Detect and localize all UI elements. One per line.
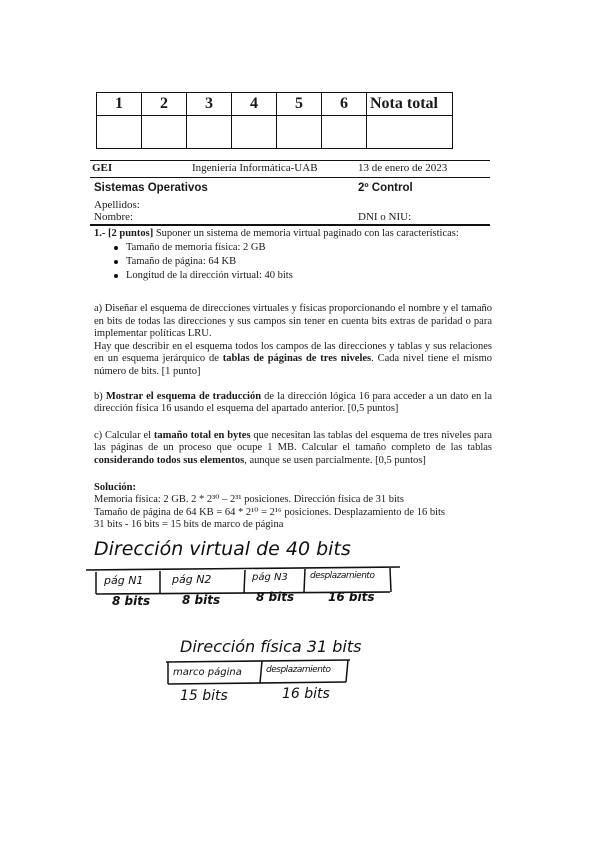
grade-col-6: 6 bbox=[322, 93, 367, 116]
virtual-top-line bbox=[86, 567, 400, 570]
list-item: Longitud de la dirección virtual: 40 bits bbox=[112, 269, 492, 283]
physical-top-line bbox=[166, 660, 350, 662]
grade-cell-total bbox=[367, 116, 453, 149]
list-item: Tamaño de página: 64 KB bbox=[112, 255, 492, 269]
header-date: 13 de enero de 2023 bbox=[358, 162, 448, 174]
virtual-size-1: 8 bits bbox=[112, 594, 151, 608]
part-b-paragraph bbox=[94, 391, 492, 416]
grade-table-score-row bbox=[97, 116, 453, 149]
physical-field-2: desplazamiento bbox=[266, 665, 331, 675]
list-item: Tamaño de memoria física: 2 GB bbox=[112, 241, 492, 255]
question-block bbox=[94, 227, 492, 532]
part-a-req-bold: tablas de páginas de tres niveles bbox=[222, 353, 372, 365]
virtual-divider-3 bbox=[304, 569, 305, 592]
physical-right-edge bbox=[346, 660, 348, 682]
grade-cell-5 bbox=[277, 116, 322, 149]
name-label: Nombre: bbox=[94, 211, 134, 223]
header-rule-2 bbox=[90, 177, 490, 178]
part-c-prefix: c) Calcular el bbox=[94, 429, 154, 441]
virtual-field-2: pág N2 bbox=[172, 573, 212, 586]
physical-size-1: 15 bits bbox=[180, 688, 228, 704]
header-bottom-rule bbox=[90, 224, 490, 226]
part-a-req-text: Hay que describir en el esquema todos los campos de las direcciones y tablas y sus relaciones en un esquema jerárquico de bbox=[94, 340, 492, 365]
exam-title: 2º Control bbox=[358, 182, 413, 194]
solution-title: Solución: bbox=[94, 481, 137, 493]
physical-field-1: marco página bbox=[173, 667, 242, 678]
physical-size-2: 16 bits bbox=[282, 686, 330, 702]
grade-col-4: 4 bbox=[232, 93, 277, 116]
physical-bottom-line bbox=[168, 682, 346, 684]
question-intro: Suponer un sistema de memoria virtual paginado con las características: bbox=[153, 228, 459, 239]
part-b-prefix: b) bbox=[94, 390, 106, 402]
grade-col-2: 2 bbox=[142, 93, 187, 116]
part-c-bold-1: tamaño total en bytes bbox=[153, 429, 251, 441]
part-a-paragraph: a) Diseñar el esquema de direcciones virtuales y físicas proporcionando el nombre y el tamaño en bits de todas las direcciones y sus campos sin tener en cuenta bits extras de paridad o para implementar políticas LRU. bbox=[94, 303, 492, 340]
grade-cell-4 bbox=[232, 116, 277, 149]
grade-table bbox=[96, 92, 453, 149]
part-b-bold: Mostrar el esquema de traducción bbox=[105, 390, 262, 402]
header-top-rule bbox=[90, 160, 490, 161]
header-school: GEI bbox=[92, 162, 113, 174]
characteristics-list bbox=[112, 241, 492, 283]
part-c-mid: que necesitan las tablas del esquema de tres niveles para las páginas de un proceso que ocupe 1 MB. Calcular el tamaño completo de las tablas bbox=[94, 429, 492, 454]
solution-line-1: Memoria física: 2 GB. 2 * 2³⁰ – 2³¹ posiciones. Dirección física de 31 bits bbox=[94, 494, 404, 506]
part-c-bold-2: considerando todos sus elementos bbox=[94, 454, 245, 466]
part-a-requirements bbox=[94, 341, 492, 379]
virtual-field-3: pág N3 bbox=[252, 572, 288, 583]
header-university: Ingeniería Informática-UAB bbox=[192, 162, 318, 174]
virtual-address-title: Dirección virtual de 40 bits bbox=[94, 538, 351, 560]
grade-col-total: Nota total bbox=[367, 93, 453, 116]
virtual-size-3: 8 bits bbox=[256, 590, 295, 604]
part-a-req-end: . Cada nivel tiene el mismo número de bits. [1 punto] bbox=[94, 353, 492, 377]
virtual-size-2: 8 bits bbox=[182, 593, 221, 607]
grade-cell-6 bbox=[322, 116, 367, 149]
solution-line-2: Tamaño de página de 64 KB = 64 * 2¹⁰ = 2¹⁶ posiciones. Desplazamiento de 16 bits bbox=[94, 506, 445, 518]
grade-cell-2 bbox=[142, 116, 187, 149]
physical-address-title: Dirección física 31 bits bbox=[180, 637, 362, 656]
part-c-paragraph bbox=[94, 430, 492, 468]
surname-label: Apellidos: bbox=[94, 199, 140, 211]
grade-cell-1 bbox=[97, 116, 142, 149]
part-b-text: de la dirección lógica 16 para acceder a un dato en la dirección física 16 usando el esquema del apartado anterior. [0,5 puntos] bbox=[94, 390, 492, 415]
virtual-divider-2 bbox=[244, 570, 245, 593]
virtual-field-4: desplazamiento bbox=[310, 571, 375, 581]
virtual-size-4: 16 bits bbox=[328, 590, 375, 604]
virtual-field-1: pág N1 bbox=[104, 574, 144, 587]
grade-table-header-row bbox=[97, 93, 453, 116]
virtual-right-edge bbox=[390, 568, 391, 592]
grade-cell-3 bbox=[187, 116, 232, 149]
grade-col-3: 3 bbox=[187, 93, 232, 116]
physical-divider bbox=[260, 661, 262, 683]
part-c-end: , aunque se usen parcialmente. [0,5 puntos] bbox=[244, 454, 426, 466]
question-number: 1.- [2 puntos] bbox=[94, 228, 154, 239]
course-title: Sistemas Operativos bbox=[94, 182, 208, 194]
grade-col-1: 1 bbox=[97, 93, 142, 116]
solution-line-3: 31 bits - 16 bits = 15 bits de marco de página bbox=[94, 519, 284, 531]
id-label: DNI o NIU: bbox=[358, 211, 412, 223]
grade-col-5: 5 bbox=[277, 93, 322, 116]
